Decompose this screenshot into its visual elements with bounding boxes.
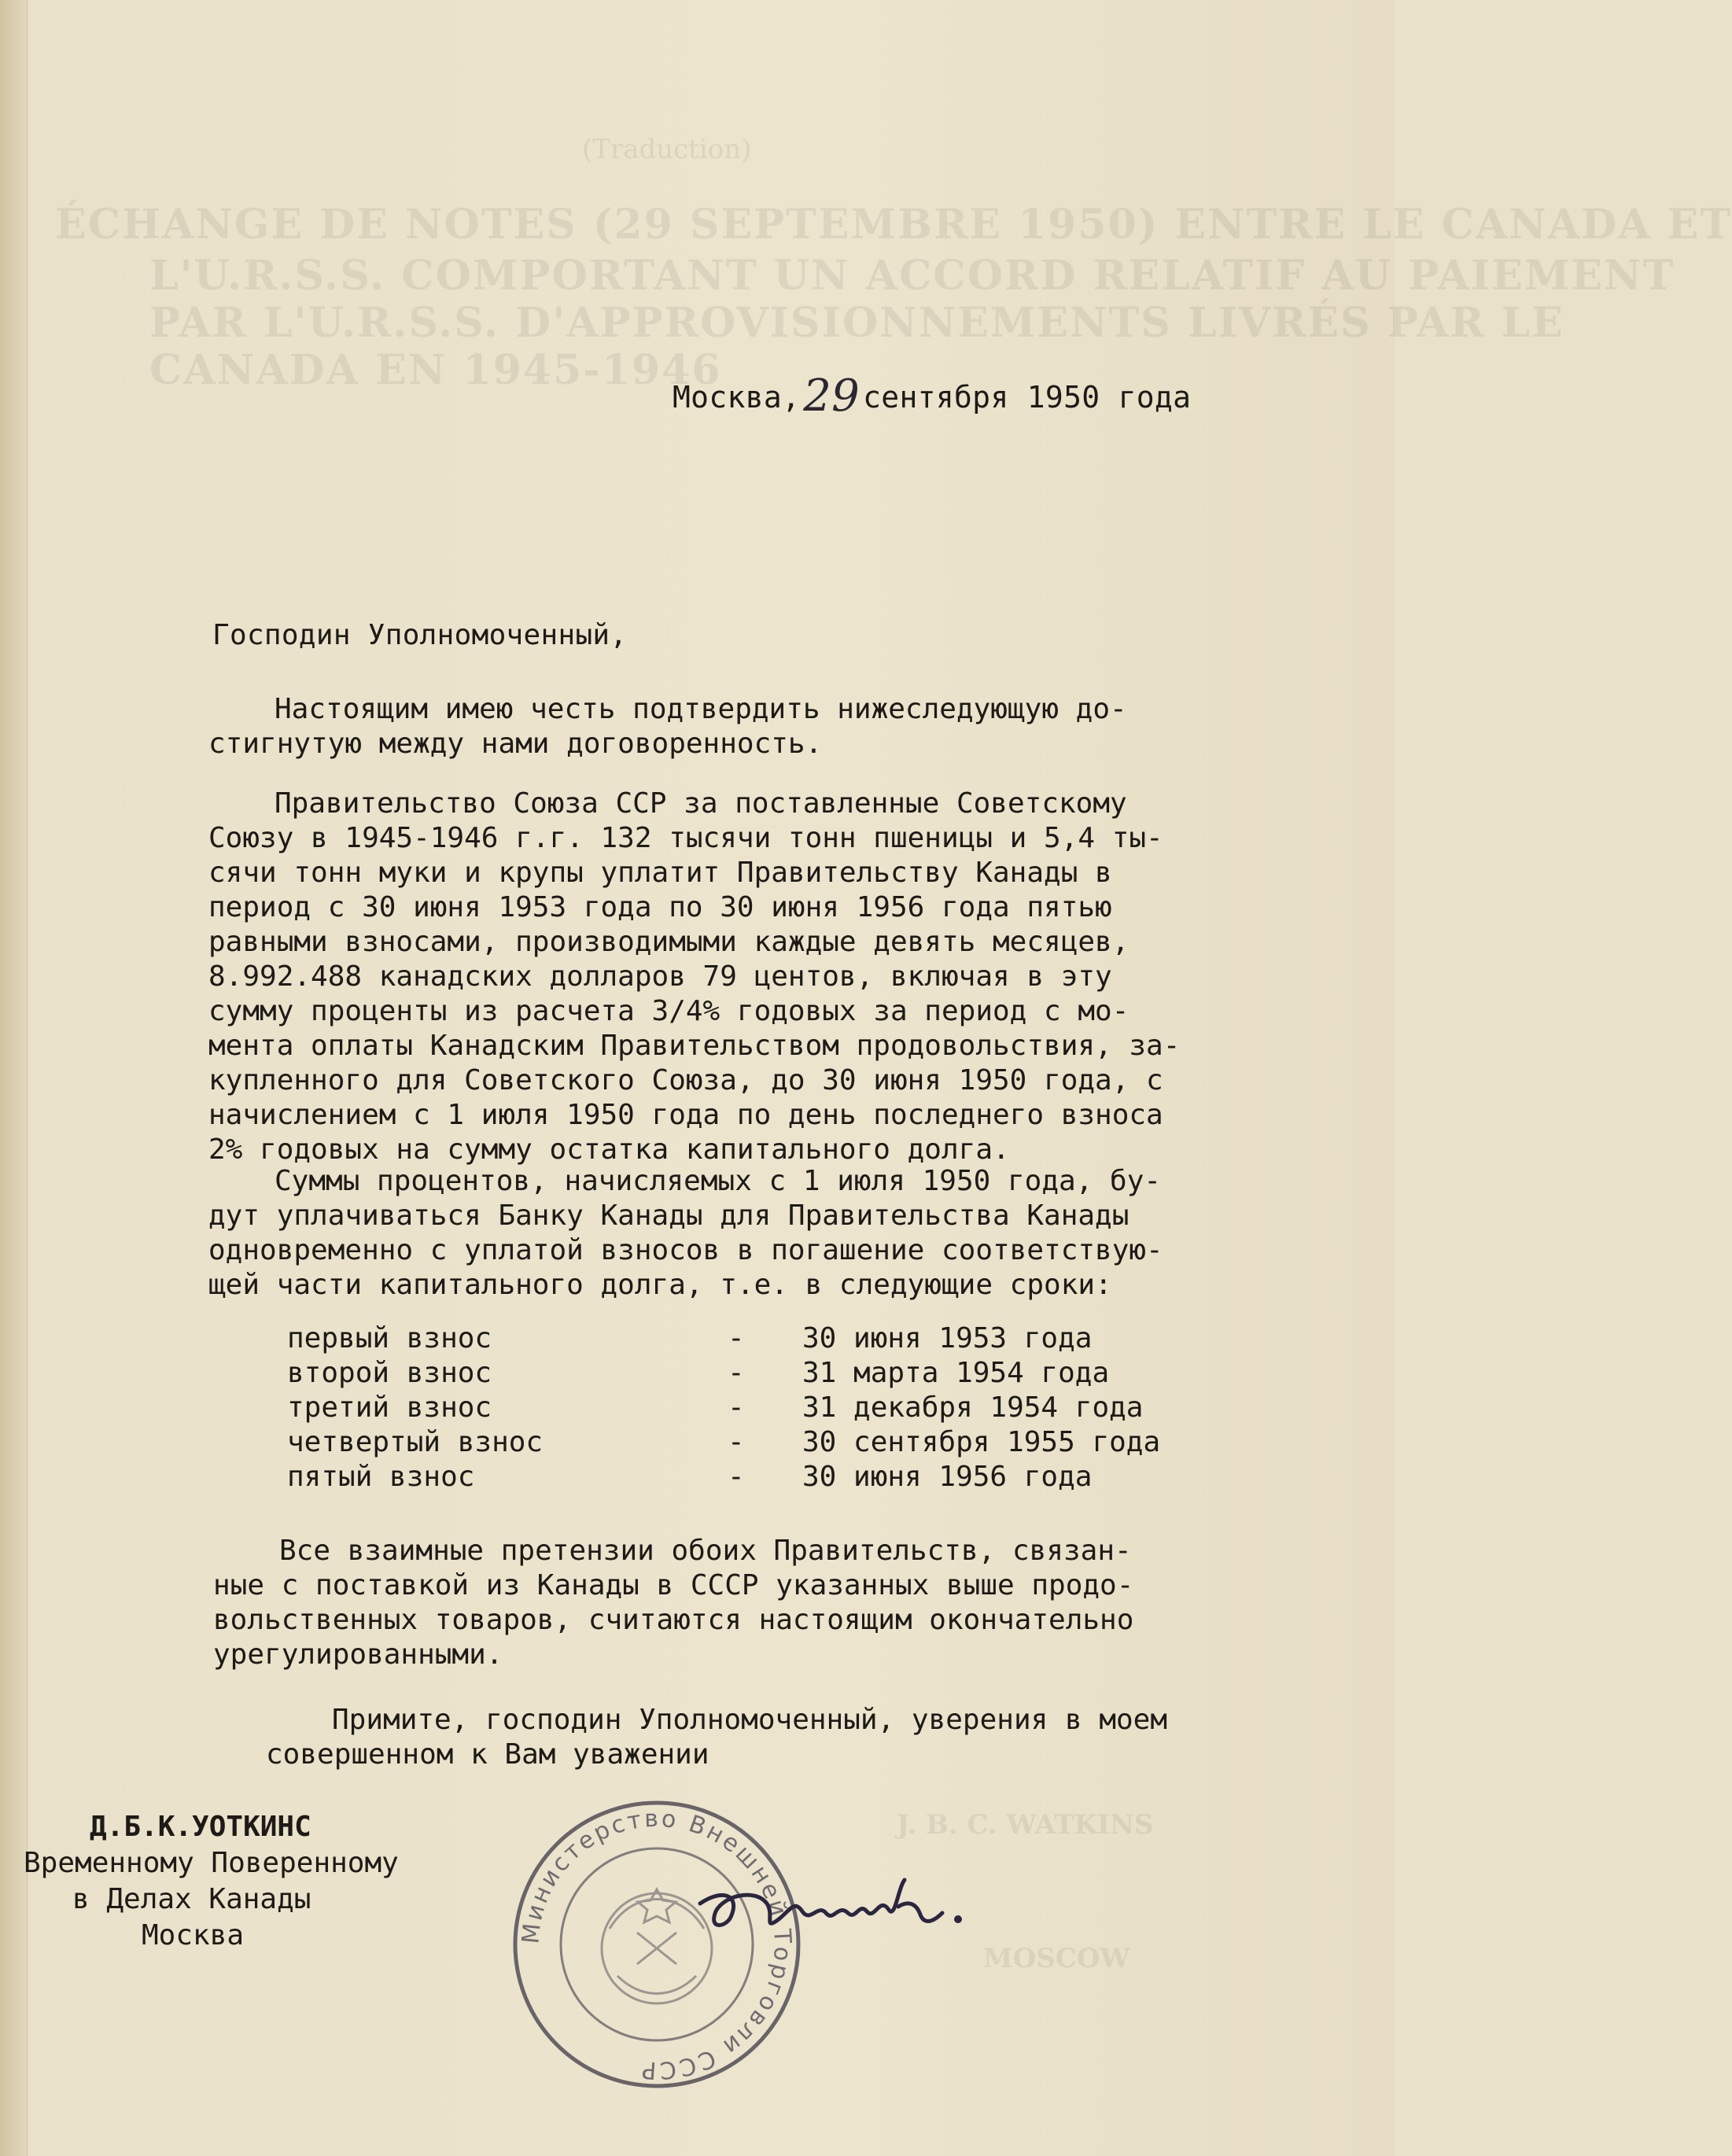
paragraph-2-line: 8.992.488 канадских долларов 79 центов, включая в эту [208, 960, 1112, 993]
paragraph-4-line: ные с поставкой из Канады в СССР указанных выше продо- [213, 1569, 1134, 1601]
paragraph-2 [208, 787, 1180, 1167]
paragraph-4 [213, 1534, 1134, 1672]
letter-date [673, 370, 1192, 422]
date-day-handwritten: 29 [803, 370, 860, 422]
schedule-row [287, 1460, 1192, 1494]
paragraph-4-line: Все взаимные претензии обоих Правительств, связан- [279, 1535, 1132, 1567]
bleed-through-4: PAR L'U.R.S.S. D'APPROVISIONNEMENTS LIVRÉS PAR LE [149, 299, 1564, 347]
bleed-through-6: J. B. C. WATKINS [897, 1809, 1154, 1841]
schedule-date: 31 декабря 1954 года [802, 1391, 1144, 1424]
bleed-through-1: (Traduction) [582, 134, 752, 165]
paragraph-2-line: сумму проценты из расчета 3/4% годовых за период с мо- [208, 995, 1129, 1027]
addressee-name: Д.Б.К.УОТКИНС [90, 1811, 311, 1843]
paragraph-1-line: Настоящим имею честь подтвердить нижеследующую до- [275, 693, 1127, 725]
schedule-row [287, 1356, 1192, 1391]
paragraph-2-line: купленного для Советского Союза, до 30 июня 1950 года, с [208, 1064, 1163, 1096]
schedule-label: первый взнос [287, 1322, 492, 1354]
schedule-label: третий взнос [287, 1391, 492, 1424]
schedule-date: 30 сентября 1955 года [802, 1426, 1161, 1458]
paragraph-1 [208, 692, 1127, 761]
paragraph-2-line: Союзу в 1945-1946 г.г. 132 тысячи тонн пшеницы и 5,4 ты- [208, 822, 1163, 854]
salutation: Господин Уполномоченный, [212, 619, 628, 651]
date-rest: сентября 1950 года [863, 380, 1192, 415]
addressee-city: Москва [142, 1919, 245, 1951]
schedule-date: 31 марта 1954 года [802, 1357, 1110, 1389]
bleed-through-2: ÉCHANGE DE NOTES (29 SEPTEMBRE 1950) ENTRE LE CANADA ET [55, 201, 1732, 249]
seal-text: Министерство Внешней Торговли СССР [517, 1804, 797, 2084]
paragraph-4-line: вольственных товаров, считаются настоящим окончательно [213, 1604, 1134, 1636]
schedule-dash: - [728, 1391, 745, 1424]
paragraph-3-line: дут уплачиваться Банку Канады для Правительства Канады [208, 1200, 1129, 1232]
schedule-date: 30 июня 1956 года [802, 1461, 1093, 1493]
schedule-label: пятый взнос [287, 1461, 475, 1493]
paragraph-3-line: одновременно с уплатой взносов в погашение соответствую- [208, 1234, 1163, 1266]
handwritten-signature [692, 1856, 991, 1974]
closing-line: совершенном к Вам уважении [266, 1738, 709, 1771]
schedule-dash: - [728, 1426, 745, 1458]
schedule-dash: - [728, 1461, 745, 1493]
closing [266, 1703, 1167, 1772]
schedule-dash: - [728, 1322, 745, 1354]
paragraph-1-line: стигнутую между нами договоренность. [208, 728, 823, 760]
closing-line: Примите, господин Уполномоченный, уверения в моем [332, 1704, 1168, 1736]
paragraph-2-line: мента оплаты Канадским Правительством продовольствия, за- [208, 1030, 1181, 1062]
bleed-through-5: CANADA EN 1945-1946 [149, 346, 722, 394]
paragraph-4-line: урегулированными. [213, 1638, 503, 1671]
date-city: Москва, [673, 380, 801, 415]
paragraph-2-line: период с 30 июня 1953 года по 30 июня 1956 года пятью [208, 891, 1112, 923]
addressee-block [24, 1809, 399, 1954]
bleed-through-3: L'U.R.S.S. COMPORTANT UN ACCORD RELATIF AU PAIEMENT [149, 252, 1675, 300]
schedule-label: четвертый взнос [287, 1426, 544, 1458]
payment-schedule [287, 1321, 1192, 1494]
paragraph-2-line: сячи тонн муки и крупы уплатит Правительству Канады в [208, 857, 1112, 889]
schedule-date: 30 июня 1953 года [802, 1322, 1093, 1354]
paragraph-3-line: щей части капитального долга, т.е. в следующие сроки: [208, 1269, 1112, 1301]
paragraph-2-line: Правительство Союза ССР за поставленные Советскому [275, 787, 1127, 820]
addressee-title: Временному Поверенному [24, 1847, 399, 1879]
schedule-row [287, 1425, 1192, 1460]
schedule-row [287, 1391, 1192, 1425]
paragraph-3 [208, 1164, 1163, 1303]
schedule-row [287, 1321, 1192, 1356]
bleed-through-7: MOSCOW [983, 1943, 1130, 1974]
addressee-office: в Делах Канады [72, 1883, 311, 1915]
schedule-dash: - [728, 1357, 745, 1389]
paragraph-2-line: равными взносами, производимыми каждые девять месяцев, [208, 926, 1129, 958]
paragraph-2-line: 2% годовых на сумму остатка капитального долга. [208, 1133, 1010, 1166]
paragraph-3-line: Суммы процентов, начисляемых с 1 июля 1950 года, бу- [275, 1165, 1162, 1197]
paragraph-2-line: начислением с 1 июля 1950 года по день последнего взноса [208, 1099, 1163, 1131]
schedule-label: второй взнос [287, 1357, 492, 1389]
